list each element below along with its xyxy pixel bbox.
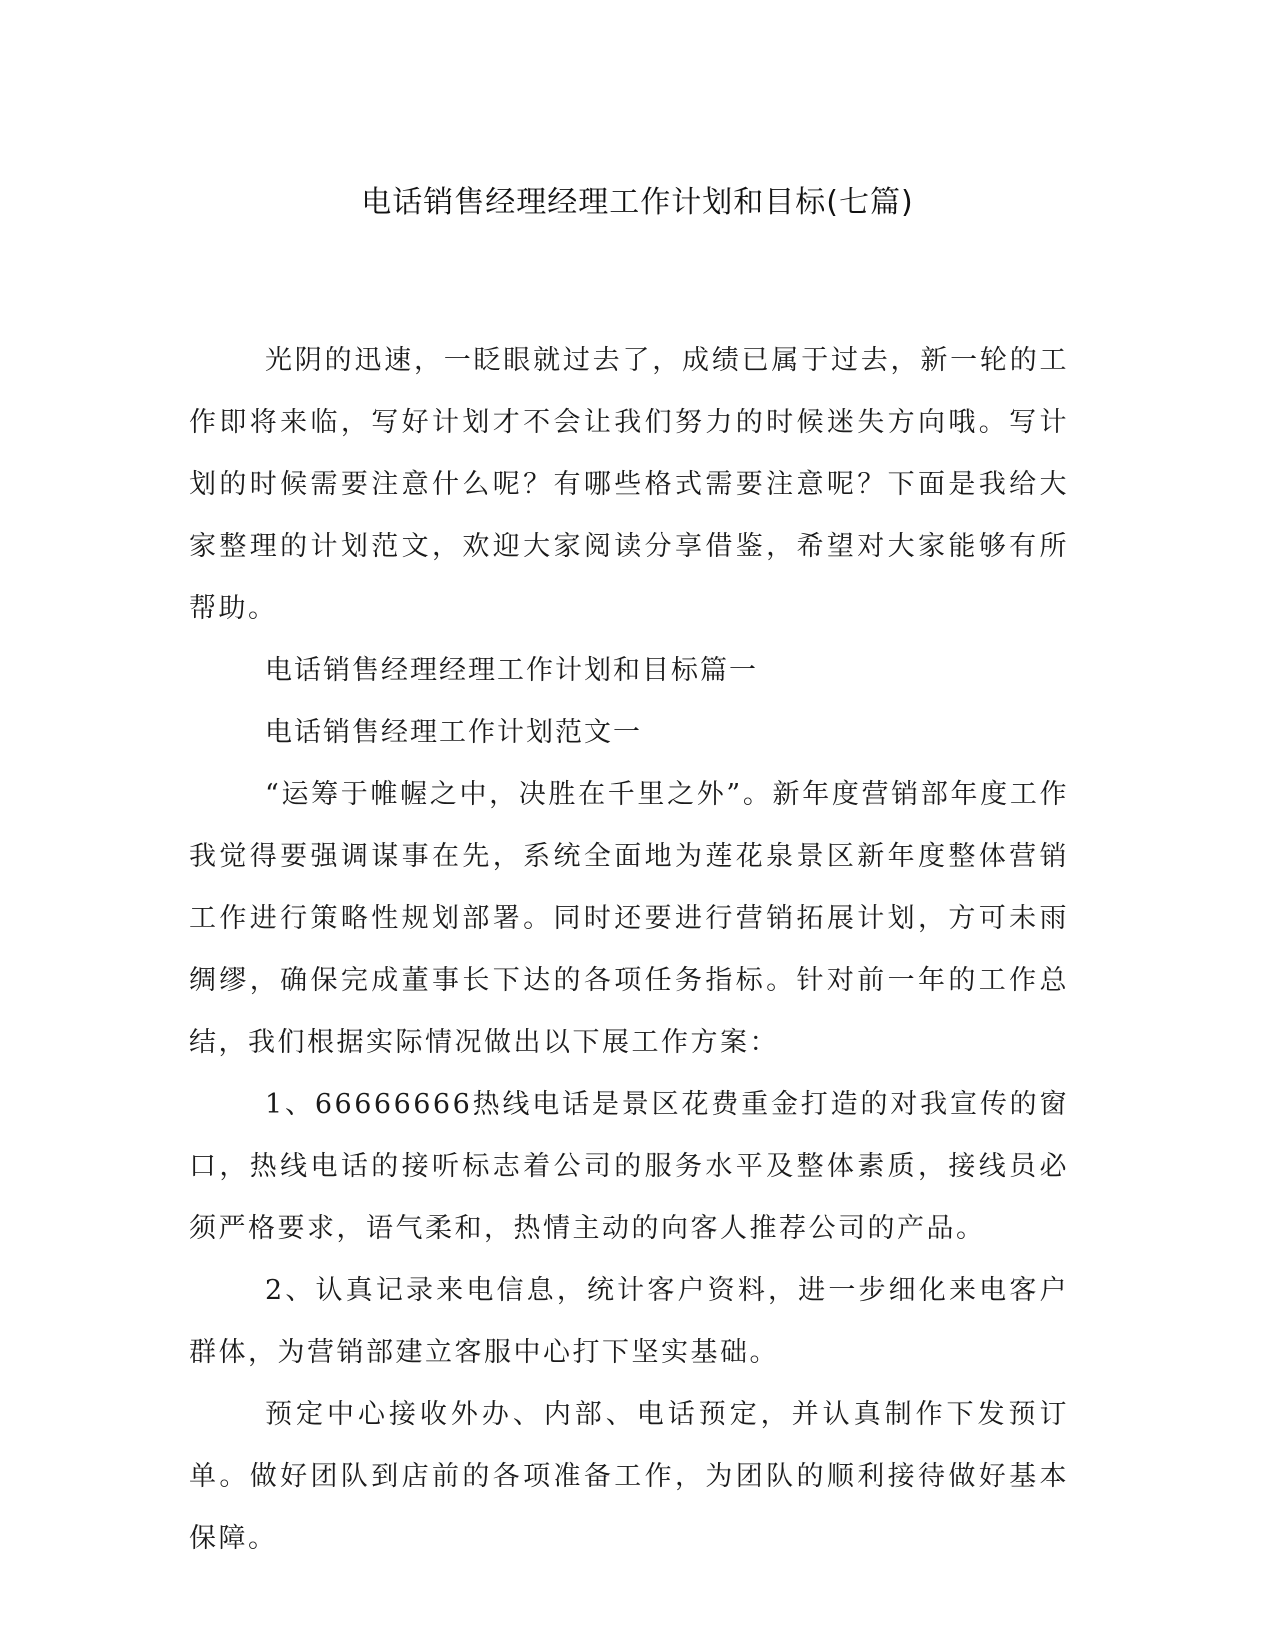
body-paragraph-reservation: 预定中心接收外办、内部、电话预定，并认真制作下发预订单。做好团队到店前的各项准备工作，为团队的顺利接待做好基本保障。: [189, 1399, 1069, 1554]
section-heading: 电话销售经理经理工作计划和目标篇一: [265, 655, 758, 686]
document-title: 电话销售经理经理工作计划和目标(七篇): [361, 185, 914, 220]
body-paragraph-item-1: 1、66666666热线电话是景区花费重金打造的对我宣传的窗口，热线电话的接听标志着公司的服务水平及整体素质，接线员必须严格要求，语气柔和，热情主动的向客人推荐公司的产品。: [189, 1089, 1069, 1244]
intro-paragraph: 光阴的迅速，一眨眼就过去了，成绩已属于过去，新一轮的工作即将来临，写好计划才不会让我们努力的时候迷失方向哦。写计划的时候需要注意什么呢？有哪些格式需要注意呢？下面是我给大家整理的计划范文，欢迎大家阅读分享借鉴，希望对大家能够有所帮助。: [189, 345, 1069, 624]
document-body: [189, 330, 1069, 1570]
body-paragraph-strategy: “运筹于帷幄之中，决胜在千里之外”。新年度营销部年度工作我觉得要强调谋事在先，系统全面地为莲花泉景区新年度整体营销工作进行策略性规划部署。同时还要进行营销拓展计划，方可未雨绸缪，确保完成董事长下达的各项任务指标。针对前一年的工作总结，我们根据实际情况做出以下展工作方案：: [189, 779, 1069, 1058]
body-paragraph-item-2: 2、认真记录来电信息，统计客户资料，进一步细化来电客户群体，为营销部建立客服中心打下坚实基础。: [189, 1275, 1069, 1368]
subsection-heading: 电话销售经理工作计划范文一: [265, 717, 642, 748]
